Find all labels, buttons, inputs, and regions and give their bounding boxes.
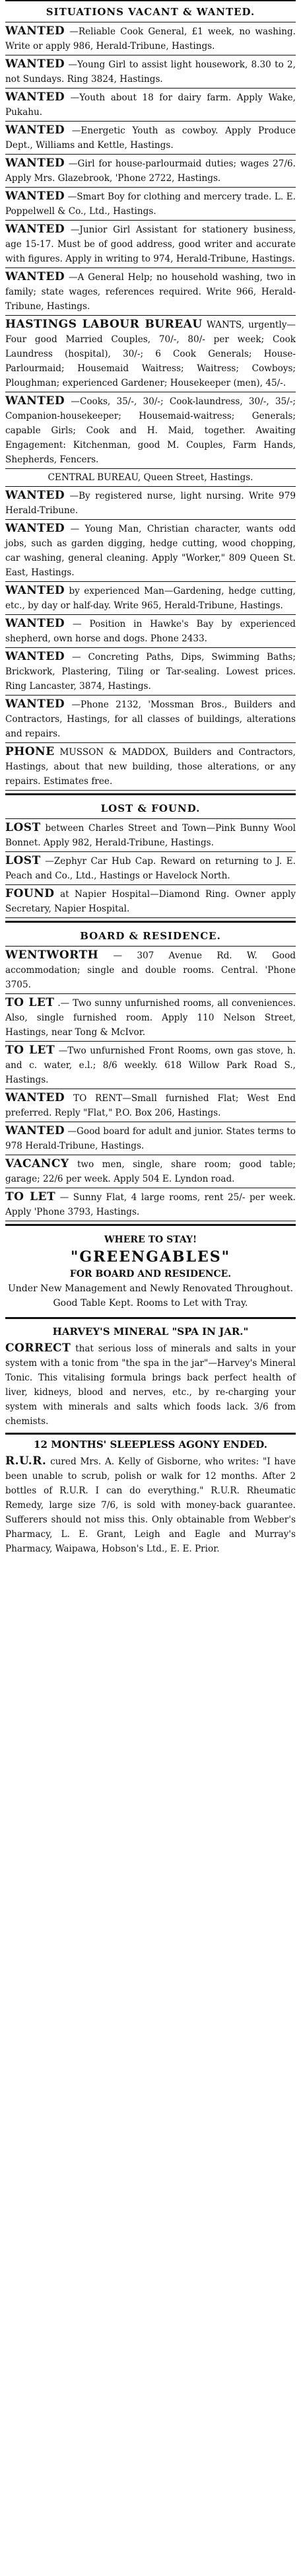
ad-keyword: WANTED [5,124,65,137]
board-ad [5,1042,296,1089]
situation-ad [5,615,296,647]
ad-text: —Energetic Youth as cowboy. Apply Produce Dept., Williams and Kettle, Hastings. [5,125,296,151]
ad-keyword: TO LET [5,1190,56,1203]
ad-text: —Zephyr Car Hub Cap. Reward on returning to J. E. Peach and Co., Ltd., Hastings or Havelock North. [5,856,296,881]
situation-ad [5,55,296,88]
ad-text: by experienced Man—Gardening, hedge cutting, etc., by day or half-day. Write 965, Herald-Tribune, Hastings. [5,586,296,611]
divider [5,917,296,918]
greengables-line-4: Under New Management and Newly Renovated Throughout. [7,1283,294,1294]
newspaper-column [5,0,296,1557]
ad-text: — Concreting Paths, Dips, Swimming Baths; Brickwork, Plastering, Tiling or Tar-sealing. Lowest prices. Ring Lancaster, 3874, Hastings. [5,652,296,692]
harvey-keyword: CORRECT [5,1342,71,1355]
harvey-text: that serious loss of minerals and salts in your system with a tonic from "the spa in the jar"—Harvey's Mineral Tonic. This vitalising formula brings back perfect health of liver, kidneys, blood and nerves, etc., by re-charging your system with minerals and salts which foods lack. 3/6 from chemists. [5,1343,296,1427]
situation-ad [5,188,296,220]
divider [5,790,296,791]
ad-keyword: WANTED [5,157,65,170]
ad-text: —Reliable Cook General, £1 week, no washing. Write or apply 986, Herald-Tribune, Hastings. [5,26,296,52]
ad-text: —Smart Boy for clothing and mercery trade. L. E. Poppelwell & Co., Ltd., Hastings. [5,192,296,217]
lost-found-list [5,819,296,918]
ad-keyword: WANTED [5,584,65,597]
board-ad [5,947,296,993]
board-ad [5,1089,296,1122]
situation-ad [5,696,296,742]
ad-keyword: WANTED [5,394,65,408]
situation-ad [5,469,296,486]
divider [5,921,296,923]
ad-text: —Young Girl to assist light housework, 8.30 to 2, not Sundays. Ring 3824, Hastings. [5,59,296,85]
divider [5,1224,296,1226]
ad-keyword: WANTED [5,57,65,71]
board-ad [5,1155,296,1188]
ad-keyword: WANTED [5,24,65,38]
ad-text: —A General Help; no household washing, two in family; state wages, references required. Write 966, Herald-Tribune, Hastings. [5,272,296,312]
ad-keyword: PHONE [5,745,55,758]
lost-found-ad [5,852,296,884]
situation-ad [5,89,296,121]
ad-text: — Sunny Flat, 4 large rooms, rent 25/- per week. Apply 'Phone 3793, Hastings. [5,1192,296,1217]
ad-keyword: WANTED [5,1091,65,1104]
ad-text: —Junior Girl Assistant for stationery business, age 15-17. Must be of good address, good writer and accurate with figures. Apply in writing to 974, Herald-Tribune, Hastings. [5,225,296,264]
lost-found-ad [5,885,296,917]
board-ad [5,994,296,1041]
harvey-title: HARVEY'S MINERAL "SPA IN JAR." [52,1326,249,1338]
ad-text: —Two unfurnished Front Rooms, own gas stove, h. and c. water, e.l.; 8/6 weekly. 618 Willow Park Road S., Hastings. [5,1046,296,1085]
ad-text: at Napier Hospital—Diamond Ring. Owner apply Secretary, Napier Hospital. [5,889,296,914]
ad-keyword: HASTINGS LABOUR BUREAU [5,318,203,331]
ad-keyword: TO LET [5,1044,55,1057]
situation-ad [5,155,296,187]
situation-ad [5,22,296,55]
ad-keyword: FOUND [5,887,55,900]
rur-body [5,1452,296,1557]
situation-ad [5,520,296,581]
situation-ad [5,316,296,392]
ad-keyword: VACANCY [5,1157,69,1170]
situation-ad [5,392,296,468]
ad-keyword: WANTED [5,270,65,283]
section-title-situations: SITUATIONS VACANT & WANTED. [5,0,296,22]
ad-keyword: WANTED [5,698,65,711]
ad-text: MUSSON & MADDOX, Builders and Contractors, Hastings, about that new building, those alterations, or any repairs. Estimates free. [5,747,296,787]
divider [5,1433,296,1435]
ad-text: two men, single, share room; good table; garage; 22/6 per week. Apply 504 E. Lyndon road. [5,1159,296,1184]
ad-keyword: LOST [5,854,41,867]
rur-ad [5,1437,296,1557]
ad-text: —Good board for adult and junior. States terms to 978 Herald-Tribune, Hastings. [5,1126,296,1151]
ad-text: —By registered nurse, light nursing. Write 979 Herald-Tribune. [5,491,296,516]
ad-keyword: WANTED [5,90,65,104]
ad-text: CENTRAL BUREAU, Queen Street, Hastings. [48,472,253,483]
greengables-ad [5,1229,296,1314]
board-ad [5,1122,296,1155]
section-title-board: BOARD & RESIDENCE. [80,930,221,942]
ad-keyword: WANTED [5,190,65,203]
ad-keyword: WANTED [5,1124,65,1137]
ad-text: — 307 Avenue Rd. W. Good accommodation; single and double rooms. Central. 'Phone 3705. [5,950,296,990]
ad-keyword: WANTED [5,617,65,630]
situation-ad [5,221,296,268]
ad-keyword: LOST [5,821,41,834]
ad-text: —Girl for house-parlourmaid duties; wages 27/6. Apply Mrs. Glazebrook, 'Phone 2722, Hastings. [5,159,296,184]
divider [5,1317,296,1319]
situations-list [5,22,296,791]
ad-text: —Youth about 18 for dairy farm. Apply Wake, Pukahu. [5,92,296,118]
section-title-lost-found: LOST & FOUND. [100,803,201,814]
ad-text: — Young Man, Christian character, wants odd jobs, such as garden digging, hedge cutting, wood chopping, car washing, general cleaning. Apply "Worker," 809 Queen St. East, Hastings. [5,524,296,578]
ad-keyword: WANTED [5,223,65,236]
board-ad [5,1188,296,1221]
rur-title: 12 MONTHS' SLEEPLESS AGONY ENDED. [34,1439,267,1450]
ad-text: — Position in Hawke's Bay by experienced shepherd, own horse and dogs. Phone 2433. [5,619,296,644]
greengables-title: "GREENGABLES" [70,1248,231,1266]
ad-text: WANTS, urgently—Four good Married Couples, 70/-, 80/- per week; Cook Laundress (hospital), 30/-; 6 Cook Generals; House-Parlourmaid; Housemaid Waitress; Waitress; Cowboys; Ploughman; experienced Gardener; Housekeeper (men), 45/-. [5,320,296,388]
harvey-ad [5,1322,296,1430]
greengables-line-5: Good Table Kept. Rooms to Let with Tray. [53,1298,248,1308]
ad-keyword: WANTED [5,522,65,535]
situation-ad [5,122,296,154]
lost-found-ad [5,819,296,851]
ad-keyword: WANTED [5,650,65,663]
ad-text: —Phone 2132, 'Mossman Bros., Builders and Contractors, Hastings, for all classes of buildings, alterations and repairs. [5,699,296,739]
greengables-tagline: WHERE TO STAY! [104,1234,197,1245]
harvey-body [5,1340,296,1430]
rur-text: cured Mrs. A. Kelly of Gisborne, who writes: "I have been unable to scrub, polish or walk for 12 months. After 2 bottles of R.U.R. I can do everything." R.U.R. Rheumatic Remedy, large size 7/6, is sold with money-back guarantee. Sufferers should not miss this. Only obtainable from Webber's Pharmacy, L. E. Grant, Leigh and Eagle and Murray's Pharmacy, Waipawa, Hobson's Ltd., E. E. Prior. [5,1456,296,1554]
ad-keyword: WANTED [5,489,65,502]
ad-keyword: TO LET [5,996,55,1009]
board-list [5,947,296,1221]
rur-keyword: R.U.R. [5,1454,47,1468]
situation-ad [5,582,296,614]
ad-text: —Cooks, 35/-, 30/-; Cook-laundress, 30/-, 35/-; Companion-housekeeper; Housemaid-waitress; Generals; capable Girls; Cook and H. Maid, together. Awaiting Engagement: Kitchenman, good M. Couples, Farm Hands, Shepherds, Fencers. [5,396,296,465]
divider [5,793,296,795]
ad-text: TO RENT—Small furnished Flat; West End preferred. Reply "Flat," P.O. Box 206, Hastings. [5,1093,296,1118]
situation-ad [5,743,296,790]
greengables-line-3: FOR BOARD AND RESIDENCE. [69,1269,232,1279]
situation-ad [5,268,296,315]
situation-ad [5,648,296,695]
ad-text: between Charles Street and Town—Pink Bunny Wool Bonnet. Apply 982, Herald-Tribune, Hastings. [5,823,296,848]
situation-ad [5,487,296,519]
ad-text: .— Two sunny unfurnished rooms, all conveniences. Also, single furnished room. Apply 110 Nelson Street, Hastings, near Tong & McIvor. [5,998,296,1038]
ad-keyword: WENTWORTH [5,948,99,962]
